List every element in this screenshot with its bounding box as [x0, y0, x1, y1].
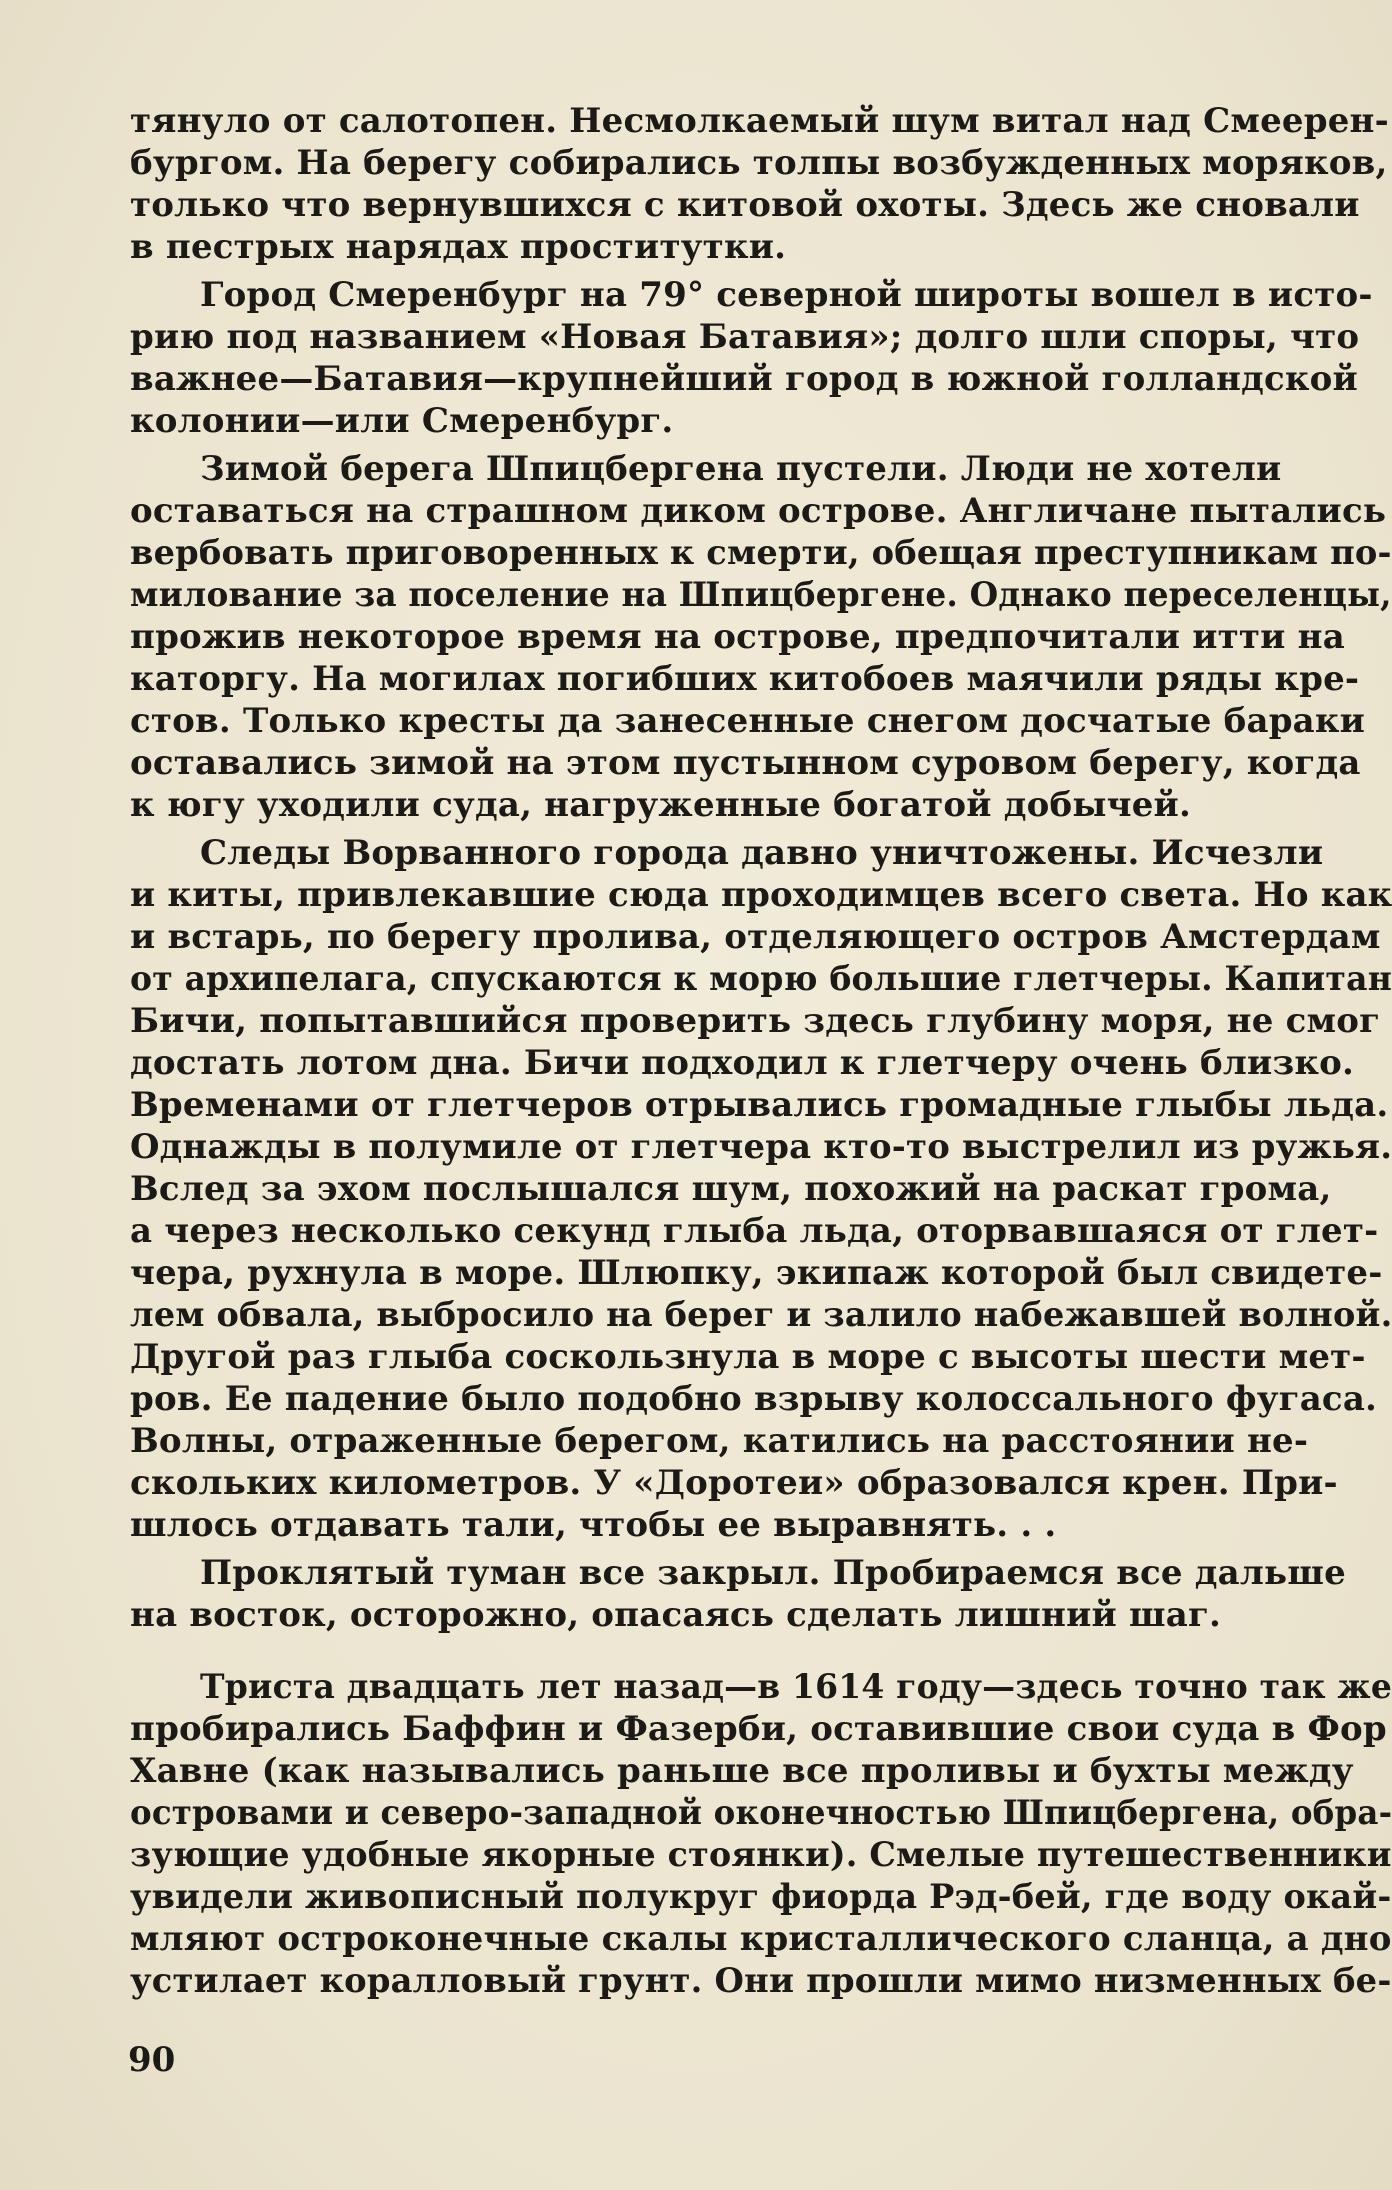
text-line: шлось отдавать тали, чтобы ее выравнять. . . — [130, 1505, 1057, 1545]
text-line: к югу уходили суда, нагруженные богатой добычей. — [130, 785, 1192, 825]
text-line: Проклятый туман все закрыл. Пробираемся все дальше — [200, 1553, 1346, 1593]
text-line: Зимой берега Шпицбергена пустели. Люди не хотели — [200, 449, 1282, 489]
text-line: пробирались Баффин и Фазерби, оставившие свои суда в Фор — [130, 1709, 1387, 1749]
text-line: ров. Ее падение было подобно взрыву колоссального фугаса. — [130, 1379, 1378, 1419]
text-line: а через несколько секунд глыба льда, оторвавшаяся от глет- — [130, 1211, 1379, 1251]
text-line: и киты, привлекавшие сюда проходимцев всего света. Но как — [130, 875, 1392, 915]
text-line: оставаться на страшном диком острове. Англичане пытались — [130, 491, 1387, 531]
text-line: тянуло от салотопен. Несмолкаемый шум витал над Смеерен- — [130, 101, 1389, 141]
text-line: Следы Ворванного города давно уничтожены. Исчезли — [200, 833, 1324, 873]
text-line: бургом. На берегу собирались толпы возбужденных моряков, — [130, 143, 1388, 183]
text-line: островами и северо-западной оконечностью Шпицбергена, обра- — [130, 1793, 1392, 1833]
text-line: оставались зимой на этом пустынном суровом берегу, когда — [130, 743, 1361, 783]
page-number: 90 — [128, 2040, 176, 2080]
text-line: на восток, осторожно, опасаясь сделать лишний шаг. — [130, 1595, 1222, 1635]
text-line: и встарь, по берегу пролива, отделяющего остров Амстердам — [130, 917, 1381, 957]
text-line: милование за поселение на Шпицбергене. Однако переселенцы, — [130, 575, 1392, 615]
text-line: достать лотом дна. Бичи подходил к глетчеру очень близко. — [130, 1043, 1355, 1083]
text-line: важнее—Батавия—крупнейший город в южной голландской — [130, 359, 1358, 399]
text-line: прожив некоторое время на острове, предпочитали итти на — [130, 617, 1345, 657]
text-line: лем обвала, выбросило на берег и залило набежавшей волной. — [130, 1295, 1392, 1335]
text-line: мляют остроконечные скалы кристаллического сланца, а дно — [130, 1919, 1392, 1959]
text-line: Город Смеренбург на 79° северной широты вошел в исто- — [200, 275, 1373, 315]
text-line: увидели живописный полукруг фиорда Рэд-бей, где воду окай- — [130, 1877, 1392, 1917]
text-line: зующие удобные якорные стоянки). Смелые путешественники — [130, 1835, 1392, 1875]
text-line: Однажды в полумиле от глетчера кто-то выстрелил из ружья. — [130, 1127, 1392, 1167]
text-line: Триста двадцать лет назад—в 1614 году—здесь точно так же — [200, 1667, 1392, 1707]
text-line: Временами от глетчеров отрывались громадные глыбы льда. — [130, 1085, 1389, 1125]
text-line: Хавне (как назывались раньше все проливы и бухты между — [130, 1751, 1354, 1791]
text-line: от архипелага, спускаются к морю большие глетчеры. Капитан — [130, 959, 1392, 999]
text-line: скольких километров. У «Доротеи» образовался крен. При- — [130, 1463, 1338, 1503]
text-line: чера, рухнула в море. Шлюпку, экипаж которой был свидете- — [130, 1253, 1383, 1293]
text-line: вербовать приговоренных к смерти, обещая преступникам по- — [130, 533, 1392, 573]
text-line: Вслед за эхом послышался шум, похожий на раскат грома, — [130, 1169, 1332, 1209]
text-line: только что вернувшихся с китовой охоты. Здесь же сновали — [130, 185, 1360, 225]
text-line: Другой раз глыба соскользнула в море с высоты шести мет- — [130, 1337, 1366, 1377]
text-line: Волны, отраженные берегом, катились на расстоянии не- — [130, 1421, 1309, 1461]
text-line: устилает коралловый грунт. Они прошли мимо низменных бе- — [130, 1961, 1392, 2001]
text-line: в пестрых нарядах проститутки. — [130, 227, 787, 267]
text-line: Бичи, попытавшийся проверить здесь глубину моря, не смог — [130, 1001, 1381, 1041]
text-line: каторгу. На могилах погибших китобоев маячили ряды кре- — [130, 659, 1360, 699]
text-line: колонии—или Смеренбург. — [130, 401, 674, 441]
text-line: стов. Только кресты да занесенные снегом досчатые бараки — [130, 701, 1366, 741]
text-line: рию под названием «Новая Батавия»; долго шли споры, что — [130, 317, 1360, 357]
